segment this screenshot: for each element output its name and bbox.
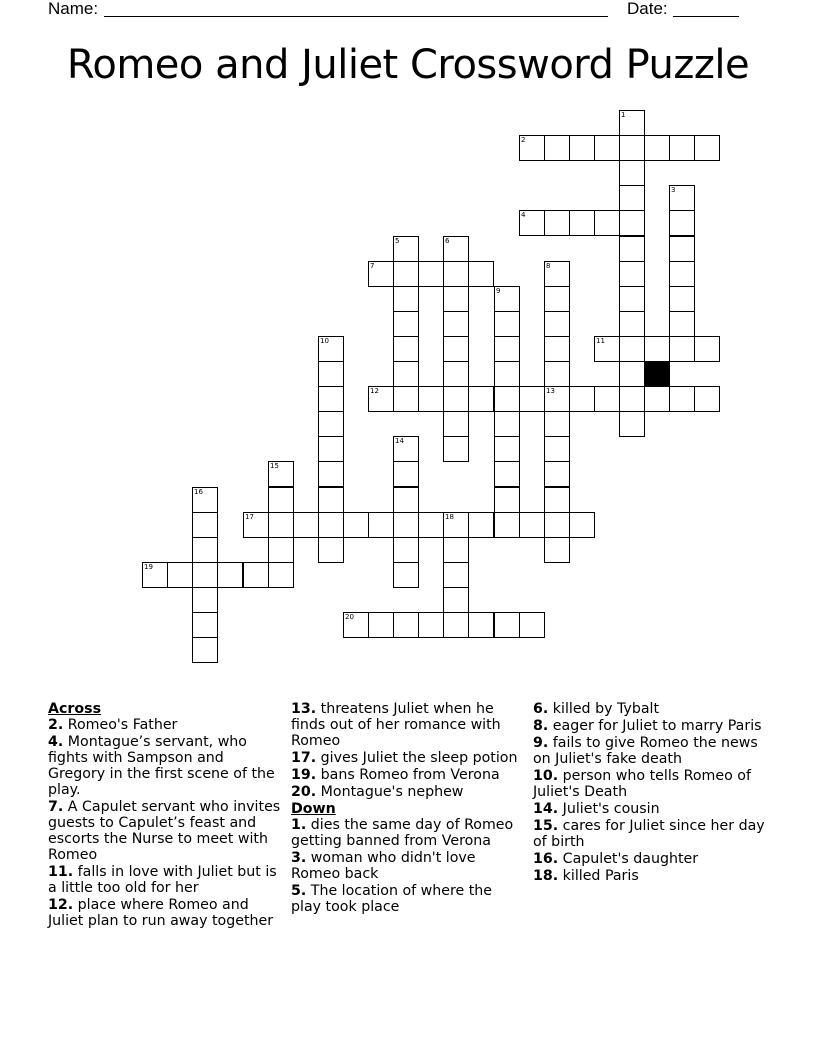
- cell-number: 12: [370, 387, 379, 395]
- clue-text: eager for Juliet to marry Paris: [552, 718, 762, 734]
- crossword-cell[interactable]: [594, 386, 620, 412]
- crossword-cell[interactable]: [318, 487, 344, 513]
- crossword-cell[interactable]: [619, 311, 645, 337]
- crossword-cell[interactable]: [318, 386, 344, 412]
- clue-text: bans Romeo from Verona: [320, 767, 500, 783]
- crossword-cell[interactable]: [544, 361, 570, 387]
- clue-text: dies the same day of Romeo getting banned from Verona: [291, 817, 514, 849]
- clue-text: Juliet's cousin: [562, 801, 660, 817]
- crossword-cell[interactable]: [494, 361, 520, 387]
- crossword-cell[interactable]: [217, 562, 243, 588]
- crossword-cell[interactable]: [318, 361, 344, 387]
- crossword-cell[interactable]: [443, 612, 469, 638]
- crossword-cell[interactable]: [619, 286, 645, 312]
- crossword-cell[interactable]: [468, 612, 494, 638]
- crossword-cell[interactable]: [519, 210, 545, 236]
- crossword-cell[interactable]: [443, 587, 469, 613]
- crossword-cell[interactable]: [418, 386, 444, 412]
- clue-number: 12.: [48, 897, 74, 913]
- clue-across-13: [291, 701, 523, 749]
- clue-number: 20.: [291, 784, 317, 800]
- crossword-cell[interactable]: [468, 386, 494, 412]
- crossword-cell[interactable]: [544, 487, 570, 513]
- crossword-cell[interactable]: [192, 487, 218, 513]
- cell-number: 14: [395, 437, 404, 445]
- clue-text: woman who didn't love Romeo back: [291, 850, 476, 882]
- crossword-cell[interactable]: [368, 386, 394, 412]
- cell-number: 13: [546, 387, 555, 395]
- clue-text: falls in love with Juliet but is a little too old for her: [48, 864, 277, 896]
- clue-number: 19.: [291, 767, 317, 783]
- crossword-cell[interactable]: [393, 286, 419, 312]
- crossword-cell[interactable]: [494, 436, 520, 462]
- clue-text: Capulet's daughter: [562, 851, 699, 867]
- cell-number: 18: [445, 513, 454, 521]
- crossword-cell[interactable]: [368, 512, 394, 538]
- crossword-cell[interactable]: [393, 537, 419, 563]
- clue-across-7: [48, 799, 284, 863]
- crossword-cell[interactable]: [393, 512, 419, 538]
- crossword-cell[interactable]: [494, 386, 520, 412]
- crossword-cell[interactable]: [544, 461, 570, 487]
- clue-number: 3.: [291, 850, 307, 866]
- clue-number: 6.: [533, 701, 549, 717]
- crossword-cell[interactable]: [519, 512, 545, 538]
- crossword-cell[interactable]: [519, 612, 545, 638]
- clues-column-1: [48, 701, 284, 930]
- crossword-cell[interactable]: [494, 336, 520, 362]
- crossword-cell[interactable]: [619, 261, 645, 287]
- crossword-cell[interactable]: [468, 261, 494, 287]
- cell-number: 16: [194, 488, 203, 496]
- crossword-cell[interactable]: [318, 411, 344, 437]
- crossword-cell[interactable]: [443, 311, 469, 337]
- clue-down-18: [533, 868, 769, 884]
- clue-number: 2.: [48, 717, 64, 733]
- clue-number: 14.: [533, 801, 559, 817]
- crossword-cell[interactable]: [443, 411, 469, 437]
- crossword-cell[interactable]: [594, 135, 620, 161]
- crossword-cell[interactable]: [619, 361, 645, 387]
- clue-text: fails to give Romeo the news on Juliet's fake death: [533, 735, 758, 767]
- clue-number: 7.: [48, 799, 64, 815]
- crossword-cell[interactable]: [519, 386, 545, 412]
- crossword-cell[interactable]: [619, 160, 645, 186]
- crossword-cell[interactable]: [393, 361, 419, 387]
- crossword-cell[interactable]: [167, 562, 193, 588]
- crossword-cell[interactable]: [443, 261, 469, 287]
- crossword-cell[interactable]: [544, 286, 570, 312]
- crossword-cell[interactable]: [443, 512, 469, 538]
- clue-text: cares for Juliet since her day of birth: [533, 818, 765, 850]
- clue-down-5: [291, 883, 523, 915]
- crossword-cell[interactable]: [569, 386, 595, 412]
- cell-number: 4: [521, 211, 526, 219]
- clue-number: 15.: [533, 818, 559, 834]
- crossword-cell[interactable]: [644, 386, 670, 412]
- clue-text: killed by Tybalt: [552, 701, 660, 717]
- crossword-cell[interactable]: [544, 210, 570, 236]
- clue-text: Montague’s servant, who fights with Sampson and Gregory in the first scene of the play.: [48, 734, 275, 798]
- page-title: Romeo and Juliet Crossword Puzzle: [66, 42, 750, 88]
- clue-across-12: [48, 897, 284, 929]
- clue-number: 5.: [291, 883, 307, 899]
- crossword-cell[interactable]: [268, 461, 294, 487]
- crossword-cell[interactable]: [368, 612, 394, 638]
- crossword-cell[interactable]: [468, 512, 494, 538]
- crossword-cell[interactable]: [519, 135, 545, 161]
- clue-number: 8.: [533, 718, 549, 734]
- crossword-cell[interactable]: [192, 562, 218, 588]
- clue-text: The location of where the play took place: [291, 883, 493, 915]
- clue-across-2: [48, 717, 284, 733]
- crossword-cell[interactable]: [669, 210, 695, 236]
- crossword-cell[interactable]: [443, 286, 469, 312]
- crossword-cell[interactable]: [544, 135, 570, 161]
- clue-text: killed Paris: [562, 868, 639, 884]
- clue-across-17: [291, 750, 523, 766]
- clue-text: A Capulet servant who invites guests to Capulet’s feast and escorts the Nurse to meet with Romeo: [48, 799, 281, 863]
- crossword-cell[interactable]: [619, 210, 645, 236]
- crossword-cell[interactable]: [594, 336, 620, 362]
- clue-text: gives Juliet the sleep potion: [320, 750, 518, 766]
- clue-down-8: [533, 718, 769, 734]
- cell-number: 11: [596, 337, 605, 345]
- clue-down-1: [291, 817, 523, 849]
- crossword-cell[interactable]: [694, 135, 720, 161]
- crossword-cell[interactable]: [669, 135, 695, 161]
- clue-number: 1.: [291, 817, 307, 833]
- crossword-cell[interactable]: [393, 461, 419, 487]
- crossword-cell[interactable]: [443, 361, 469, 387]
- crossword-cell[interactable]: [393, 261, 419, 287]
- date-label: Date:: [627, 0, 668, 18]
- crossword-cell[interactable]: [393, 336, 419, 362]
- crossword-cell[interactable]: [393, 386, 419, 412]
- crossword-cell[interactable]: [544, 311, 570, 337]
- clue-number: 16.: [533, 851, 559, 867]
- crossword-cell[interactable]: [544, 512, 570, 538]
- crossword-cell[interactable]: [544, 436, 570, 462]
- crossword-cell[interactable]: [494, 487, 520, 513]
- cell-number: 9: [496, 287, 501, 295]
- crossword-cell[interactable]: [443, 562, 469, 588]
- crossword-cell[interactable]: [644, 336, 670, 362]
- crossword-cell[interactable]: [443, 386, 469, 412]
- crossword-cell[interactable]: [494, 612, 520, 638]
- crossword-cell[interactable]: [443, 336, 469, 362]
- crossword-cell[interactable]: [293, 512, 319, 538]
- crossword-cell[interactable]: [544, 336, 570, 362]
- crossword-cell[interactable]: [192, 537, 218, 563]
- cell-number: 17: [245, 513, 254, 521]
- crossword-cell[interactable]: [318, 537, 344, 563]
- clues-column-3: [533, 701, 769, 885]
- cell-number: 15: [270, 462, 279, 470]
- clue-number: 4.: [48, 734, 64, 750]
- crossword-cell[interactable]: [544, 386, 570, 412]
- crossword-cell[interactable]: [393, 436, 419, 462]
- clue-across-4: [48, 734, 284, 798]
- clue-down-3: [291, 850, 523, 882]
- crossword-cell[interactable]: [268, 562, 294, 588]
- crossword-cell[interactable]: [343, 512, 369, 538]
- cell-number: 19: [144, 563, 153, 571]
- crossword-cell[interactable]: [569, 210, 595, 236]
- clue-text: threatens Juliet when he finds out of her romance with Romeo: [291, 701, 501, 749]
- clue-down-15: [533, 818, 769, 850]
- clues-column-2: [291, 701, 523, 916]
- crossword-cell[interactable]: [494, 286, 520, 312]
- name-label: Name:: [48, 0, 99, 18]
- cell-number: 10: [320, 337, 329, 345]
- clue-number: 9.: [533, 735, 549, 751]
- clue-across-20: [291, 784, 523, 800]
- crossword-cell[interactable]: [544, 261, 570, 287]
- crossword-cell[interactable]: [619, 236, 645, 262]
- crossword-cell[interactable]: [619, 110, 645, 136]
- crossword-cell[interactable]: [393, 487, 419, 513]
- clue-text: place where Romeo and Juliet plan to run away together: [48, 897, 274, 929]
- crossword-cell[interactable]: [619, 185, 645, 211]
- crossword-cell[interactable]: [268, 487, 294, 513]
- clue-number: 13.: [291, 701, 317, 717]
- crossword-cell[interactable]: [243, 562, 269, 588]
- across-heading: Across: [48, 701, 102, 717]
- clue-down-6: [533, 701, 769, 717]
- crossword-cell[interactable]: [644, 135, 670, 161]
- crossword-cell[interactable]: [343, 612, 369, 638]
- crossword-cell[interactable]: [619, 135, 645, 161]
- crossword-cell[interactable]: [619, 336, 645, 362]
- clue-down-9: [533, 735, 769, 767]
- crossword-cell[interactable]: [669, 261, 695, 287]
- crossword-cell[interactable]: [393, 612, 419, 638]
- crossword-cell[interactable]: [494, 411, 520, 437]
- crossword-cell[interactable]: [192, 637, 218, 663]
- crossword-cell[interactable]: [669, 286, 695, 312]
- clue-text: Montague's nephew: [320, 784, 464, 800]
- crossword-cell[interactable]: [443, 436, 469, 462]
- crossword-cell[interactable]: [268, 537, 294, 563]
- crossword-cell[interactable]: [694, 336, 720, 362]
- crossword-cell[interactable]: [268, 512, 294, 538]
- clue-down-10: [533, 768, 769, 800]
- crossword-cell[interactable]: [669, 185, 695, 211]
- clue-number: 11.: [48, 864, 74, 880]
- crossword-cell[interactable]: [544, 537, 570, 563]
- crossword-cell[interactable]: [142, 562, 168, 588]
- clue-down-16: [533, 851, 769, 867]
- crossword-cell[interactable]: [619, 411, 645, 437]
- crossword-cell[interactable]: [393, 311, 419, 337]
- crossword-cell[interactable]: [544, 411, 570, 437]
- crossword-cell[interactable]: [669, 236, 695, 262]
- crossword-cell[interactable]: [443, 537, 469, 563]
- crossword-cell[interactable]: [619, 386, 645, 412]
- crossword-cell[interactable]: [494, 461, 520, 487]
- cell-number: 8: [546, 262, 551, 270]
- crossword-cell[interactable]: [318, 461, 344, 487]
- clue-number: 17.: [291, 750, 317, 766]
- cell-number: 20: [345, 613, 354, 621]
- crossword-cell[interactable]: [418, 512, 444, 538]
- clue-number: 10.: [533, 768, 559, 784]
- clue-across-19: [291, 767, 523, 783]
- crossword-cell[interactable]: [418, 612, 444, 638]
- crossword-cell[interactable]: [694, 386, 720, 412]
- crossword-cell[interactable]: [669, 386, 695, 412]
- crossword-cell[interactable]: [192, 512, 218, 538]
- cell-number: 3: [671, 186, 676, 194]
- crossword-cell[interactable]: [418, 261, 444, 287]
- crossword-cell[interactable]: [494, 512, 520, 538]
- cell-number: 5: [395, 237, 400, 245]
- crossword-cell[interactable]: [569, 135, 595, 161]
- crossword-cell[interactable]: [669, 336, 695, 362]
- down-heading: Down: [291, 801, 336, 817]
- crossword-cell[interactable]: [393, 236, 419, 262]
- black-square: [644, 361, 670, 387]
- crossword-cell[interactable]: [393, 562, 419, 588]
- crossword-cell[interactable]: [669, 311, 695, 337]
- clue-number: 18.: [533, 868, 559, 884]
- cell-number: 1: [621, 111, 626, 119]
- crossword-cell[interactable]: [318, 512, 344, 538]
- crossword-cell[interactable]: [368, 261, 394, 287]
- clue-across-11: [48, 864, 284, 896]
- crossword-cell[interactable]: [192, 612, 218, 638]
- clue-text: Romeo's Father: [67, 717, 178, 733]
- crossword-cell[interactable]: [318, 436, 344, 462]
- crossword-cell[interactable]: [192, 587, 218, 613]
- crossword-cell[interactable]: [318, 336, 344, 362]
- crossword-cell[interactable]: [443, 236, 469, 262]
- clue-text: person who tells Romeo of Juliet's Death: [533, 768, 751, 800]
- cell-number: 6: [445, 237, 450, 245]
- clue-down-14: [533, 801, 769, 817]
- crossword-cell[interactable]: [494, 311, 520, 337]
- cell-number: 2: [521, 136, 526, 144]
- crossword-cell[interactable]: [594, 210, 620, 236]
- cell-number: 7: [370, 262, 375, 270]
- crossword-cell[interactable]: [569, 512, 595, 538]
- crossword-cell[interactable]: [243, 512, 269, 538]
